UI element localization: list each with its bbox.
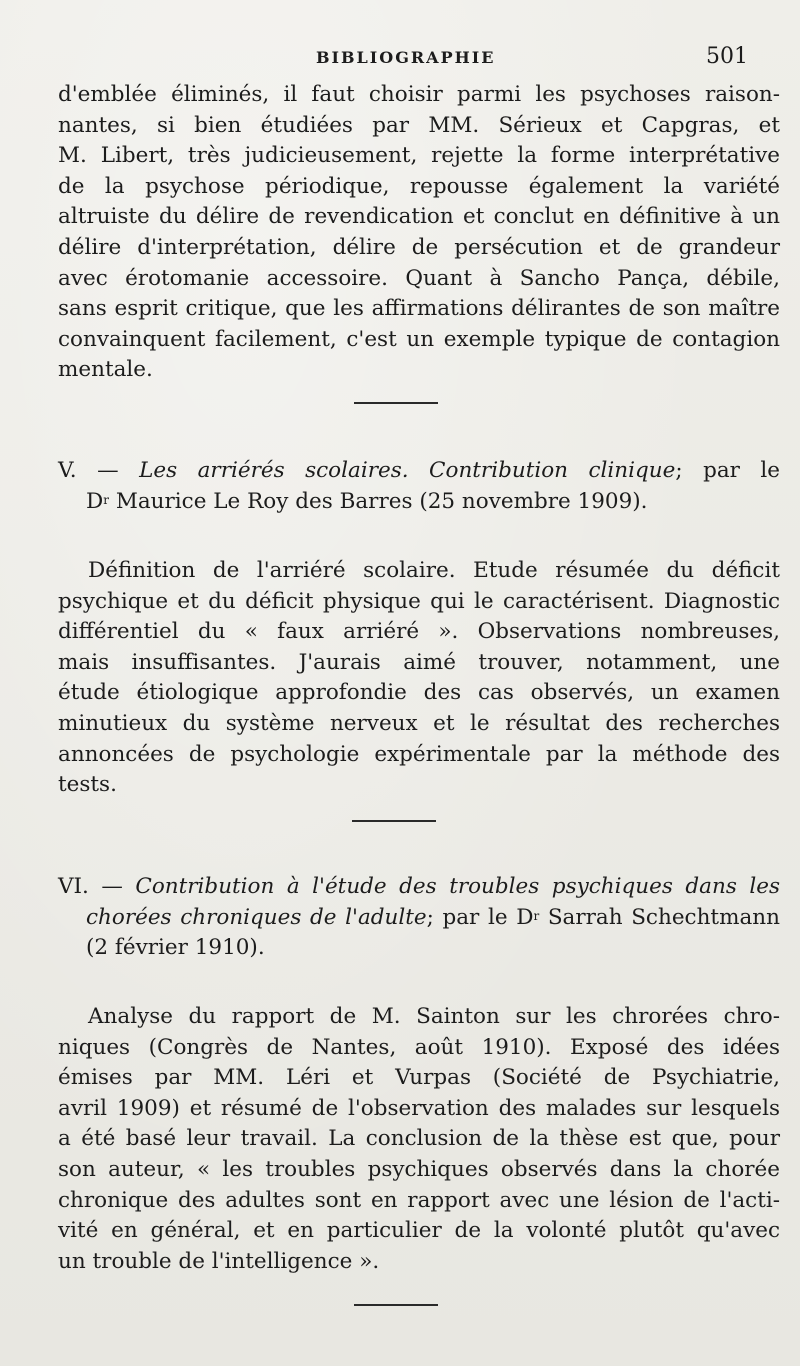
text-line: minutieux du système nerveux et le résultat des recherches [58, 710, 780, 736]
text-line: Analyse du rapport de M. Sainton sur les chrorées chro- [88, 1004, 780, 1029]
section-date: (2 février 1910). [86, 935, 265, 961]
text-line: psychique et du déficit physique qui le caractérisent. Diagnostic [58, 588, 780, 614]
author-prefix: D [86, 488, 104, 514]
section-v-body [58, 556, 780, 801]
section-by: ; par le [426, 904, 517, 930]
text-line: a été basé leur travail. La conclusion de la thèse est que, pour [58, 1126, 780, 1152]
text-line: son auteur, « les troubles psychiques observés dans la chorée [58, 1156, 780, 1182]
section-divider [354, 402, 438, 404]
text-line: d'emblée éliminés, il faut choisir parmi les psychoses raison- [58, 82, 780, 107]
section-title: Contribution à l'étude des troubles psychiques dans les [135, 874, 780, 899]
text-line: mentale. [58, 357, 153, 383]
text-line: nantes, si bien étudiées par MM. Sérieux et Capgras, et [58, 112, 780, 138]
text-line: étude étiologique approfondie des cas observés, un examen [58, 680, 780, 706]
section-vi-body [58, 1002, 780, 1277]
author-sup: r [103, 492, 109, 507]
author-name: Sarrah Schechtmann [539, 904, 780, 930]
text-line: convainquent facilement, c'est un exemple typique de contagion [58, 326, 780, 352]
text-line: délire d'interprétation, délire de persécution et de grandeur [58, 234, 780, 260]
author-sup: r [533, 908, 540, 923]
text-line: un trouble de l'intelligence ». [58, 1248, 380, 1274]
text-line: avril 1909) et résumé de l'observation des malades sur lesquels [58, 1095, 780, 1121]
section-v-heading [58, 456, 780, 517]
text-line: de la psychose périodique, repousse également la variété [58, 173, 780, 199]
section-title: Les arriérés scolaires. Contribution clinique [139, 458, 676, 483]
section-vi-heading [58, 872, 780, 964]
section-divider [352, 820, 436, 822]
text-line: avec érotomanie accessoire. Quant à Sancho Pança, débile, [58, 265, 780, 291]
text-line: annoncées de psychologie expérimentale par la méthode des [58, 741, 780, 767]
section-number: VI. — [58, 874, 123, 899]
author-prefix: D [516, 904, 534, 930]
text-line: niques (Congrès de Nantes, août 1910). Exposé des idées [58, 1034, 780, 1060]
text-line: chronique des adultes sont en rapport avec une lésion de l'acti- [58, 1187, 780, 1213]
author-name: Maurice Le Roy des Barres (25 novembre 1909). [109, 488, 648, 514]
running-title: BIBLIOGRAPHIE [316, 48, 496, 67]
section-number: V. — [58, 458, 119, 483]
section-title-cont: chorées chroniques de l'adulte [86, 904, 427, 930]
page-header [0, 44, 800, 74]
text-line: mais insuffisantes. J'aurais aimé trouver, notamment, une [58, 649, 780, 675]
text-line: émises par MM. Léri et Vurpas (Société de Psychiatrie, [58, 1065, 780, 1091]
section-divider [354, 1304, 438, 1306]
text-line: Définition de l'arriéré scolaire. Etude résumée du déficit [88, 558, 780, 583]
text-line: tests. [58, 772, 117, 798]
text-line: vité en général, et en particulier de la volonté plutôt qu'avec [58, 1218, 780, 1244]
section-by: ; par le [675, 458, 781, 483]
page-number: 501 [706, 44, 748, 69]
text-line: différentiel du « faux arriéré ». Observations nombreuses, [58, 619, 780, 645]
text-line: M. Libert, très judicieusement, rejette la forme interprétative [58, 143, 780, 169]
text-line: sans esprit critique, que les affirmations délirantes de son maître [58, 296, 780, 322]
text-line: altruiste du délire de revendication et conclut en définitive à un [58, 204, 780, 230]
intro-paragraph [58, 80, 780, 386]
